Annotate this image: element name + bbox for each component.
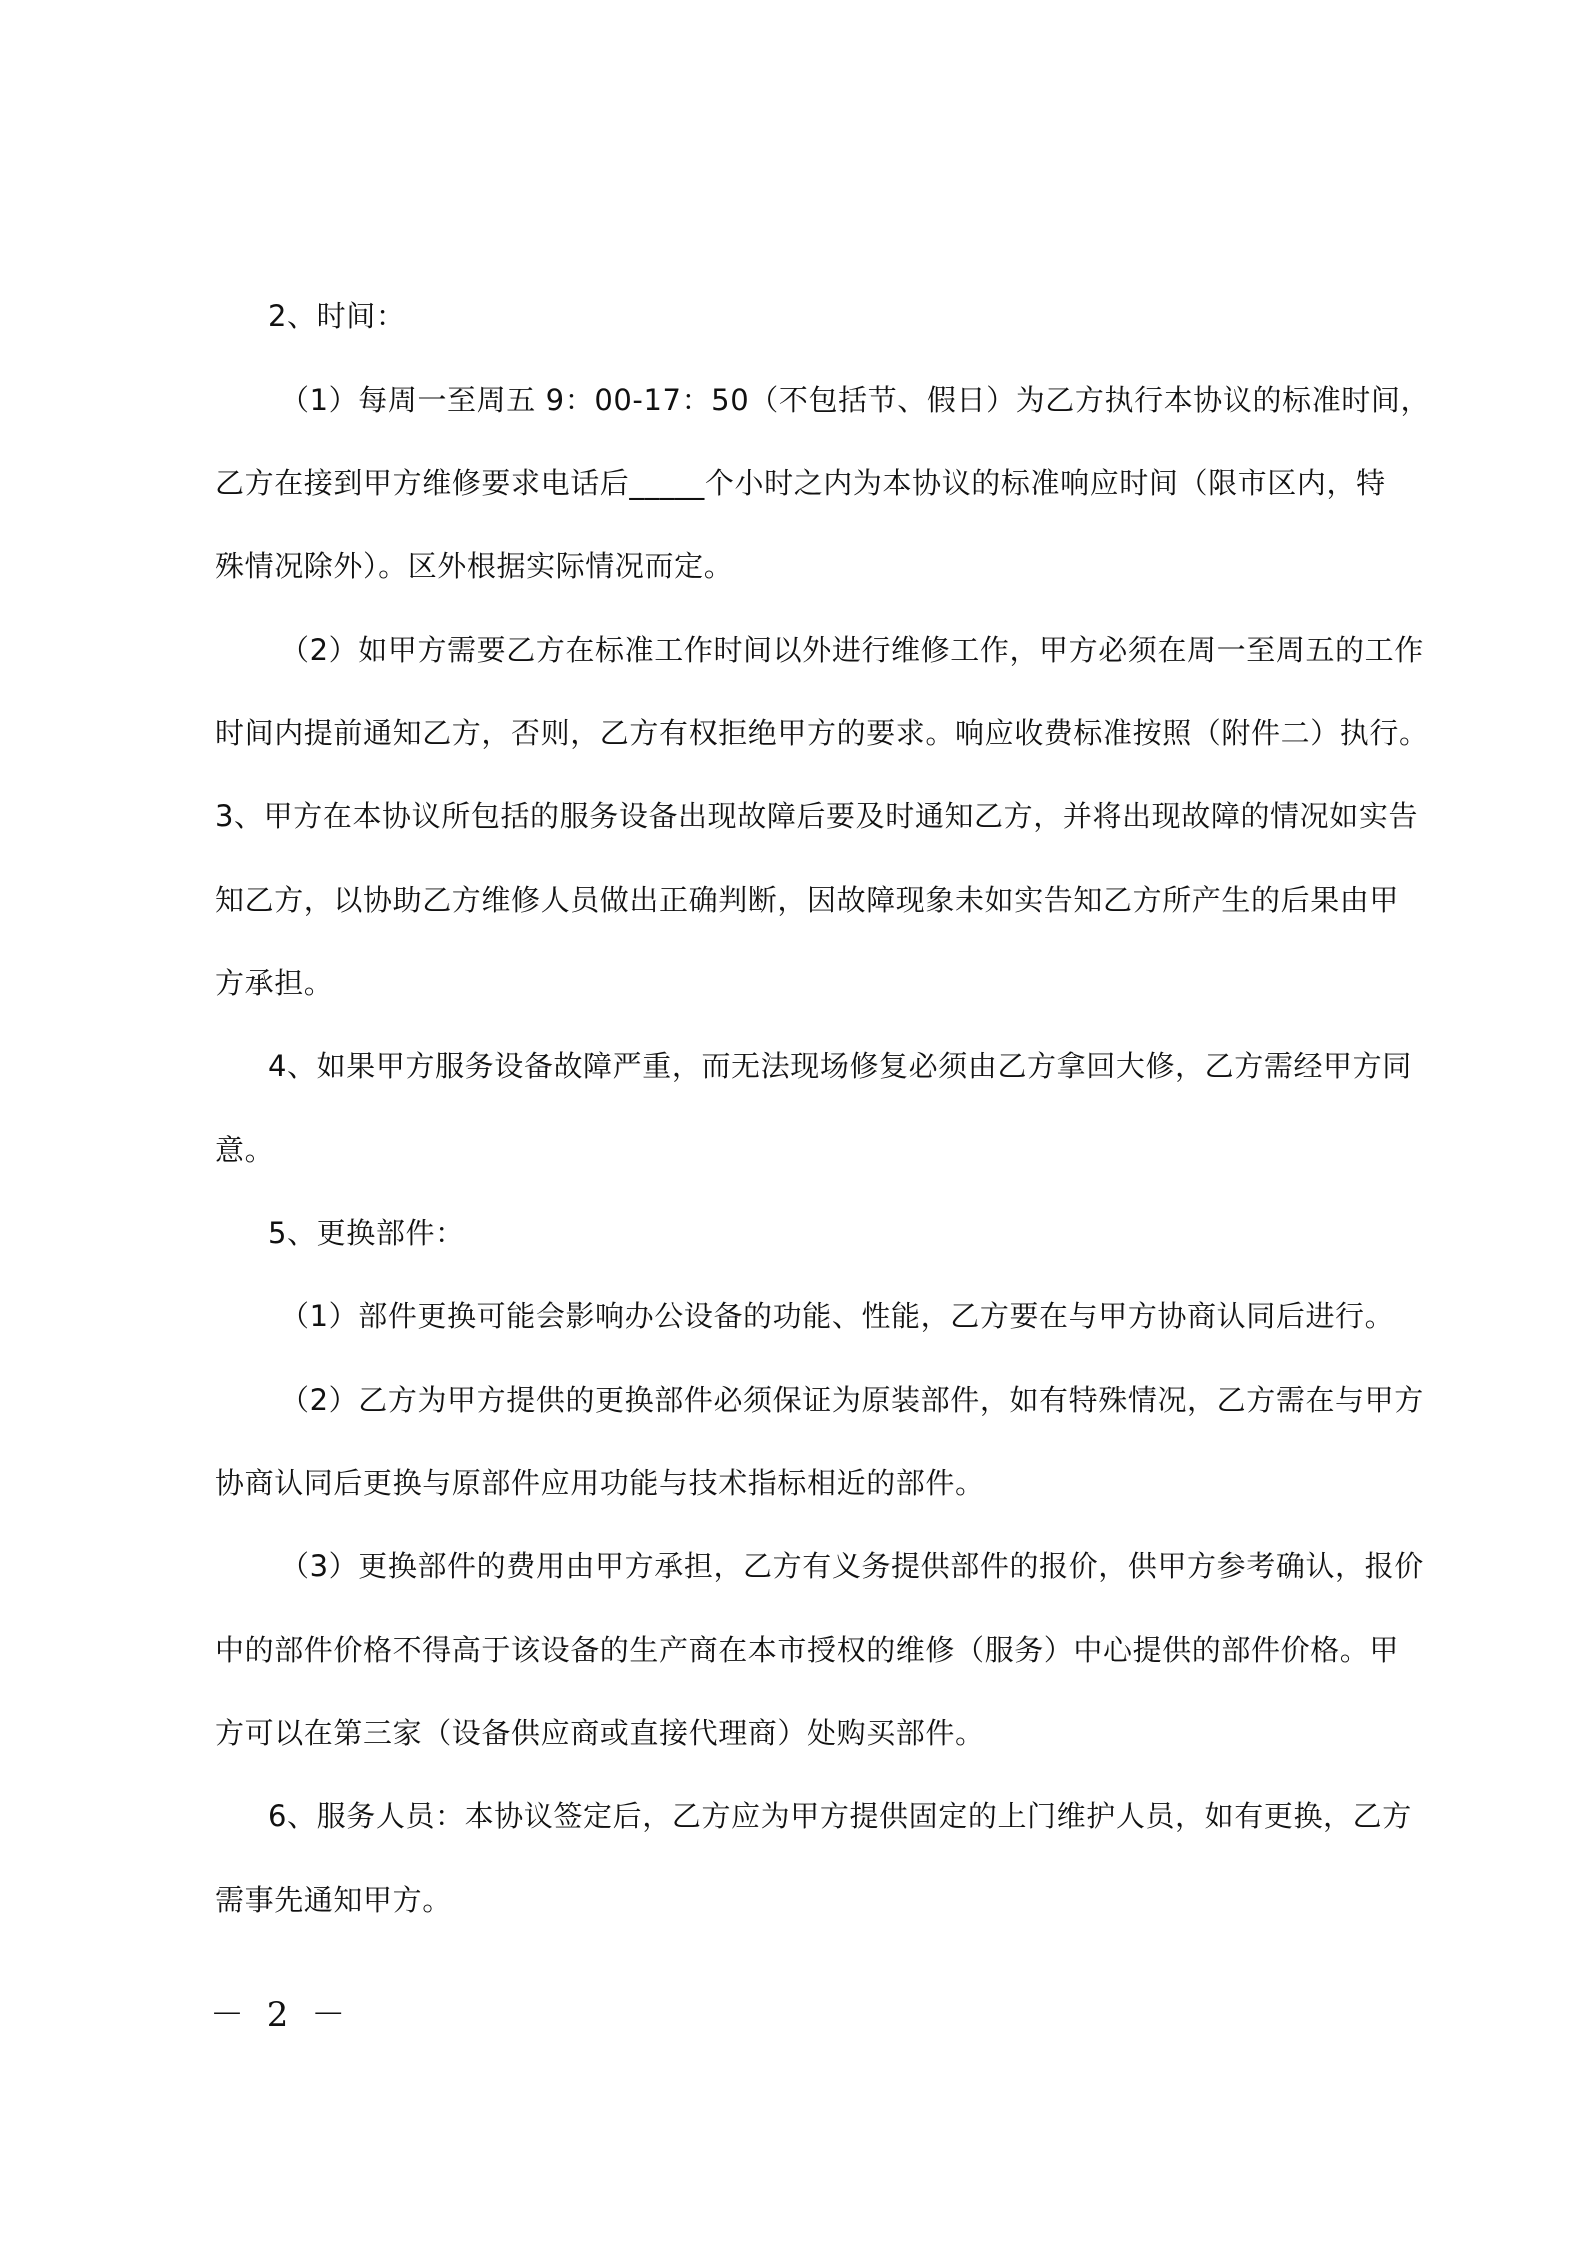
- paragraph-5-3-line-1: （3）更换部件的费用由甲方承担，乙方有义务提供部件的报价，供甲方参考确认，报价: [280, 1549, 1424, 1583]
- paragraph-2-1-line-3: 殊情况除外）。区外根据实际情况而定。: [215, 549, 734, 583]
- paragraph-5-3-line-3: 方可以在第三家（设备供应商或直接代理商）处购买部件。: [215, 1716, 985, 1750]
- paragraph-5-1: （1）部件更换可能会影响办公设备的功能、性能，乙方要在与甲方协商认同后进行。: [280, 1299, 1395, 1333]
- section-3-line-2: 知乙方，以协助乙方维修人员做出正确判断，因故障现象未如实告知乙方所产生的后果由甲: [215, 883, 1400, 917]
- section-3-line-3: 方承担。: [215, 966, 334, 1000]
- section-2-heading: 2、时间：: [268, 299, 406, 333]
- paragraph-2-2-line-2: 时间内提前通知乙方，否则，乙方有权拒绝甲方的要求。响应收费标准按照（附件二）执行。: [215, 716, 1429, 750]
- section-4-line-1: 4、如果甲方服务设备故障严重，而无法现场修复必须由乙方拿回大修，乙方需经甲方同: [268, 1049, 1412, 1083]
- section-4-line-2: 意。: [215, 1133, 275, 1167]
- paragraph-2-1-line-1: （1）每周一至周五 9：00-17：50（不包括节、假日）为乙方执行本协议的标准时间，: [280, 383, 1431, 417]
- page-number: － 2 －: [210, 1995, 352, 2035]
- paragraph-2-1-line-2: 乙方在接到甲方维修要求电话后_____个小时之内为本协议的标准响应时间（限市区内，特: [215, 466, 1386, 500]
- section-5-heading: 5、更换部件：: [268, 1216, 465, 1250]
- section-6-line-2: 需事先通知甲方。: [215, 1883, 452, 1917]
- paragraph-5-3-line-2: 中的部件价格不得高于该设备的生产商在本市授权的维修（服务）中心提供的部件价格。甲: [215, 1633, 1400, 1667]
- paragraph-5-2-line-1: （2）乙方为甲方提供的更换部件必须保证为原装部件，如有特殊情况，乙方需在与甲方: [280, 1383, 1424, 1417]
- section-6-line-1: 6、服务人员：本协议签定后，乙方应为甲方提供固定的上门维护人员，如有更换，乙方: [268, 1799, 1412, 1833]
- paragraph-2-2-line-1: （2）如甲方需要乙方在标准工作时间以外进行维修工作，甲方必须在周一至周五的工作: [280, 633, 1424, 667]
- paragraph-5-2-line-2: 协商认同后更换与原部件应用功能与技术指标相近的部件。: [215, 1466, 985, 1500]
- section-3-line-1: 3、甲方在本协议所包括的服务设备出现故障后要及时通知乙方，并将出现故障的情况如实告: [215, 799, 1419, 833]
